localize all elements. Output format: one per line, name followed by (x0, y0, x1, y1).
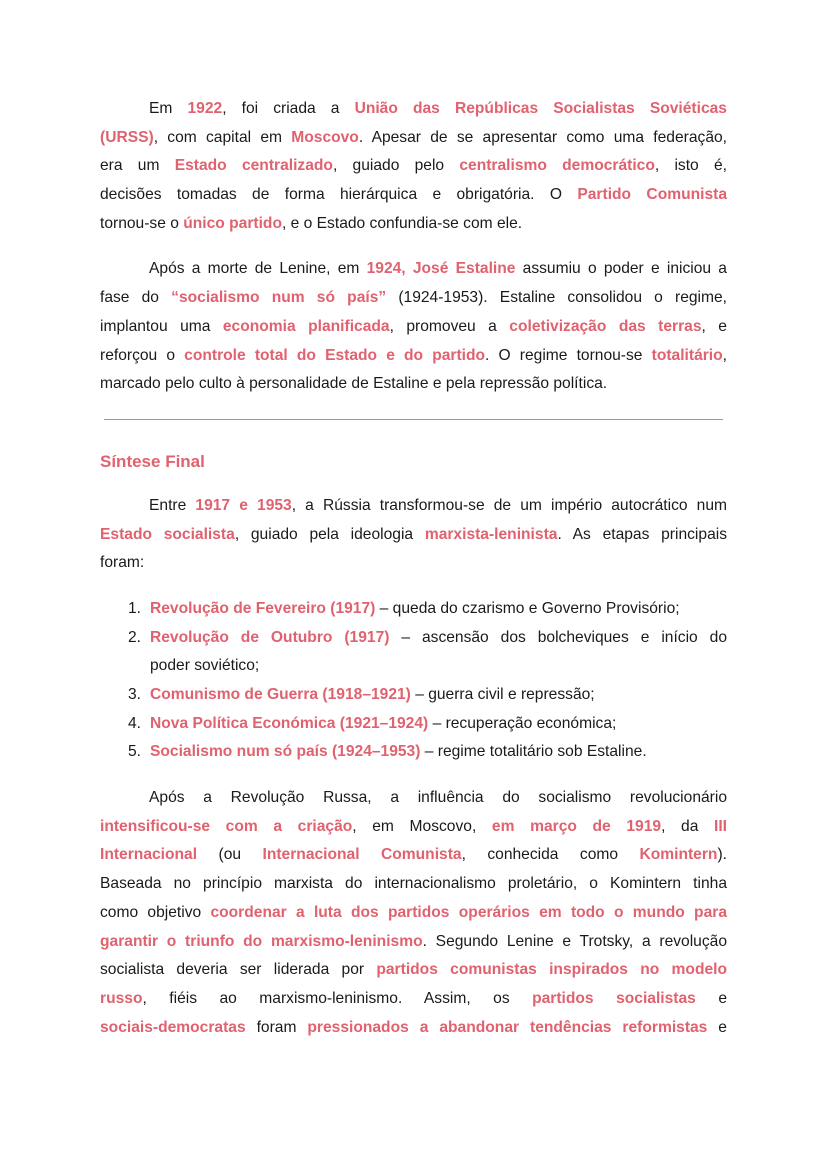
text-run: – guerra civil e repressão; (410, 686, 595, 703)
text-run: como objetivo (100, 903, 211, 921)
highlighted-term: Partido Comunista (577, 186, 728, 204)
highlighted-term: garantir o triunfo do marxismo-leninismo (100, 932, 423, 950)
text-run: , (722, 346, 728, 364)
list-item (100, 710, 727, 739)
text-run: e (707, 1018, 727, 1036)
text-run: Após a morte de Lenine, em (149, 260, 367, 278)
highlighted-term: Internacional Comunista (262, 846, 462, 864)
text-line (100, 813, 727, 842)
text-run: , foi criada a (222, 100, 355, 117)
highlighted-term: Estado centralizado (174, 157, 333, 175)
text-run: marcado pelo culto à personalidade de Estaline e pela repressão política. (100, 375, 608, 393)
text-run: – ascensão dos bolcheviques e início do (389, 628, 728, 646)
highlighted-term: totalitário (651, 346, 723, 364)
text-run: , isto é, (654, 157, 727, 175)
highlighted-term: 1917 e 1953 (195, 496, 292, 514)
text-line (100, 1014, 727, 1043)
list-number (100, 624, 150, 653)
text-line (100, 956, 727, 985)
text-run: , e (701, 317, 727, 335)
text-line (100, 313, 727, 342)
text-run: tornou-se o (100, 214, 184, 232)
highlighted-term: partidos comunistas inspirados no modelo (376, 961, 727, 979)
text-run: e (695, 989, 727, 1007)
text-run: – recuperação económica; (428, 714, 617, 732)
paragraph (100, 95, 727, 238)
highlighted-term: Comunismo de Guerra (1918–1921) (150, 686, 411, 703)
list-number-text: 3. (128, 686, 142, 703)
text-run: , conhecida como (461, 846, 640, 864)
text-run: Baseada no princípio marxista do internacionalismo proletário, o Komintern tinha (100, 875, 727, 893)
list-item-body (150, 681, 727, 710)
paragraph (100, 255, 727, 398)
text-run: , promoveu a (389, 317, 510, 335)
list-number-text: 2. (128, 628, 142, 646)
highlighted-term: 1922 (187, 100, 223, 117)
text-line (100, 255, 727, 284)
list-item-body (150, 624, 727, 681)
text-run: . O regime tornou-se (485, 346, 652, 364)
text-line (100, 492, 727, 521)
text-line (100, 549, 727, 578)
highlighted-term: sociais-democratas (100, 1018, 246, 1036)
text-run: decisões tomadas de forma hierárquica e obrigatória. O (100, 186, 578, 204)
komintern-paragraph (100, 784, 727, 1042)
text-run: ). (717, 846, 727, 864)
highlighted-term: centralismo democrático (459, 157, 655, 175)
text-line (150, 738, 727, 767)
text-run: , fiéis ao marxismo-leninismo. Assim, os (142, 989, 533, 1007)
highlighted-term: coordenar a luta dos partidos operários em todo o mundo para (210, 903, 727, 921)
text-run: reforçou o (100, 346, 185, 364)
list-item-body (150, 595, 727, 624)
text-run: foram (245, 1018, 308, 1036)
highlighted-term: coletivização das terras (509, 317, 702, 335)
highlighted-term: Socialismo num só país (1924–1953) (150, 743, 421, 761)
text-run: , e o Estado confundia-se com ele. (281, 214, 523, 232)
list-number-text: 1. (128, 599, 142, 617)
highlighted-term: marxista-leninista (424, 525, 558, 543)
text-line (100, 124, 727, 153)
list-number (100, 595, 150, 624)
list-number (100, 710, 150, 739)
text-run: implantou uma (100, 317, 223, 335)
text-line (100, 181, 727, 210)
text-line (100, 370, 727, 399)
highlighted-term: em março de 1919 (491, 817, 662, 835)
text-line (100, 95, 727, 124)
text-line (100, 985, 727, 1014)
text-run: , em Moscovo, (352, 817, 492, 835)
horizontal-divider (104, 419, 723, 420)
list-item (100, 624, 727, 681)
highlighted-term: controle total do Estado e do partido (184, 346, 486, 364)
text-run: socialista deveria ser liderada por (100, 961, 377, 979)
text-run: Após a Revolução Russa, a influência do socialismo revolucionário (149, 789, 727, 807)
text-run: assumiu o poder e iniciou a (515, 260, 727, 278)
highlighted-term: Internacional (100, 846, 198, 864)
highlighted-term: “socialismo num só país” (171, 289, 387, 307)
text-line (100, 928, 727, 957)
text-line (100, 870, 727, 899)
list-item-body (150, 710, 727, 739)
highlighted-term: pressionados a abandonar tendências reformistas (307, 1018, 708, 1036)
text-line (150, 710, 727, 739)
text-line (100, 210, 727, 239)
text-run: foram: (100, 554, 145, 572)
highlighted-term: Revolução de Outubro (1917) (150, 628, 390, 646)
list-item (100, 738, 727, 767)
text-run: era um (100, 157, 175, 175)
highlighted-term: Estado socialista (100, 525, 235, 543)
highlighted-term: Moscovo (291, 128, 359, 146)
text-run: . As etapas principais (557, 525, 728, 543)
highlighted-term: economia planificada (222, 317, 390, 335)
text-run: fase do (100, 289, 172, 307)
highlighted-term: União das Repúblicas Socialistas Soviéticas (354, 100, 727, 117)
text-run: – regime totalitário sob Estaline. (420, 743, 647, 761)
text-run: – queda do czarismo e Governo Provisório; (375, 599, 680, 617)
text-line (100, 841, 727, 870)
text-line (150, 652, 727, 681)
list-item (100, 595, 727, 624)
text-run: . Apesar de se apresentar como uma federação, (358, 128, 727, 146)
synthesis-intro-paragraph (100, 492, 727, 578)
text-run: (1924-1953). Estaline consolidou o regime, (386, 289, 727, 307)
text-run: poder soviético; (150, 657, 260, 675)
text-line (150, 681, 727, 710)
text-run: , guiado pelo (332, 157, 460, 175)
highlighted-term: (URSS) (100, 128, 154, 146)
text-run: , a Rússia transformou-se de um império autocrático num (291, 496, 727, 514)
text-run: . Segundo Lenine e Trotsky, a revolução (422, 932, 727, 950)
text-line (100, 899, 727, 928)
text-line (100, 342, 727, 371)
text-line (150, 595, 727, 624)
text-run: Em (149, 100, 188, 117)
section-urss (100, 95, 727, 399)
highlighted-term: único partido (183, 214, 282, 232)
list-number (100, 681, 150, 710)
list-number (100, 738, 150, 767)
text-line (100, 521, 727, 550)
highlighted-term: russo (100, 989, 143, 1007)
highlighted-term: Nova Política Económica (1921–1924) (150, 714, 429, 732)
text-run: , com capital em (153, 128, 292, 146)
text-line (100, 784, 727, 813)
document-page (100, 95, 727, 1059)
highlighted-term: Revolução de Fevereiro (1917) (150, 599, 376, 617)
highlighted-term: intensificou-se com a criação (100, 817, 353, 835)
list-item-body (150, 738, 727, 767)
list-number-text: 4. (128, 714, 142, 732)
stages-list (100, 595, 727, 767)
text-line (100, 152, 727, 181)
highlighted-term: partidos socialistas (532, 989, 696, 1007)
text-run: (ou (197, 846, 263, 864)
text-line (100, 284, 727, 313)
text-run: Entre (149, 496, 196, 514)
text-line (150, 624, 727, 653)
list-item (100, 681, 727, 710)
highlighted-term: 1924, José Estaline (366, 260, 516, 278)
highlighted-term: III (714, 817, 728, 835)
highlighted-term: Komintern (639, 846, 718, 864)
list-number-text: 5. (128, 743, 142, 761)
text-run: , da (661, 817, 715, 835)
section-heading: Síntese Final (100, 451, 205, 471)
text-run: , guiado pela ideologia (234, 525, 425, 543)
